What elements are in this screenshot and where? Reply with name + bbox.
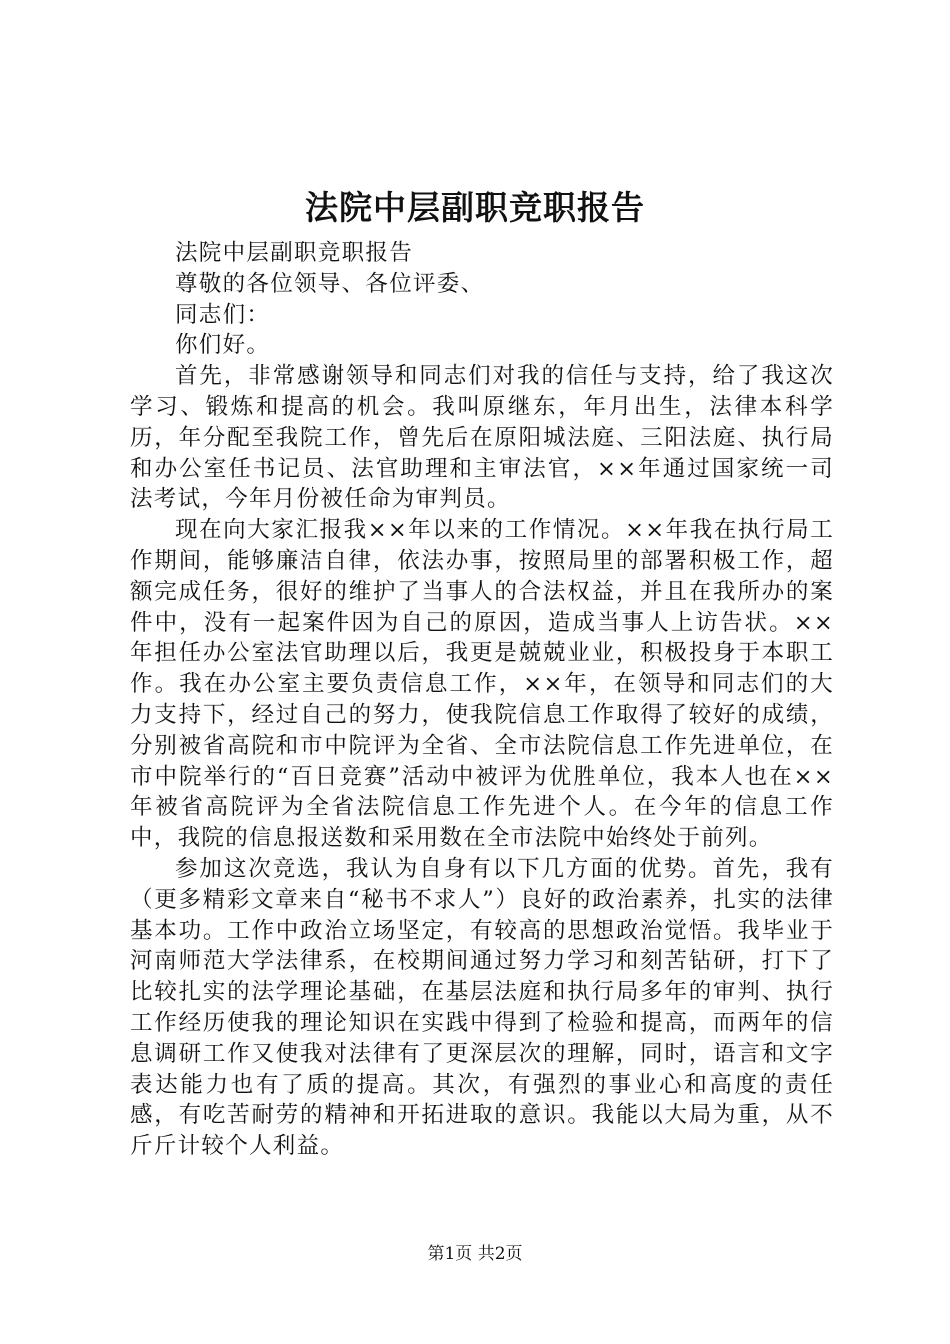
salutation-line: 同志们： xyxy=(175,301,271,328)
page-number-footer: 第1页 共2页 xyxy=(427,1244,523,1264)
document-body xyxy=(130,238,834,1162)
body-paragraph: 现在向大家汇报我××年以来的工作情况。××年我在执行局工作期间，能够廉洁自律，依法办事，按照局里的部署积极工作，超额完成任务，很好的维护了当事人的合法权益，并且在我所办的案件中，没有一起案件因为自己的原因，造成当事人上访告状。××年担任办公室法官助理以后，我更是兢兢业业，积极投身于本职工作。我在办公室主要负责信息工作，××年，在领导和同志们的大力支持下，经过自己的努力，使我院信息工作取得了较好的成绩，分别被省高院和市中院评为全省、全市法院信息工作先进单位，在市中院举行的“百日竞赛”活动中被评为优胜单位，我本人也在××年被省高院评为全省法院信息工作先进个人。在今年的信息工作中，我院的信息报送数和采用数在全市法院中始终处于前列。 xyxy=(130,517,834,852)
greeting-line: 你们好。 xyxy=(175,332,271,359)
salutation-line: 尊敬的各位领导、各位评委、 xyxy=(175,270,485,297)
body-paragraph: 首先，非常感谢领导和同志们对我的信任与支持，给了我这次学习、锻炼和提高的机会。我叫原继东，年月出生，法律本科学历，年分配至我院工作，曾先后在原阳城法庭、三阳法庭、执行局和办公室任书记员、法官助理和主审法官，××年通过国家统一司法考试，今年月份被任命为审判员。 xyxy=(130,363,834,513)
document-title: 法院中层副职竞职报告 xyxy=(305,188,645,227)
body-heading-line: 法院中层副职竞职报告 xyxy=(175,240,414,266)
body-paragraph: 参加这次竞选，我认为自身有以下几方面的优势。首先，我有（更多精彩文章来自“秘书不求人”）良好的政治素养，扎实的法律基本功。工作中政治立场坚定，有较高的思想政治觉悟。我毕业于河南师范大学法律系，在校期间通过努力学习和刻苦钻研，打下了比较扎实的法学理论基础，在基层法庭和执行局多年的审判、执行工作经历使我的理论知识在实践中得到了检验和提高，而两年的信息调研工作又使我对法律有了更深层次的理解，同时，语言和文字表达能力也有了质的提高。其次，有强烈的事业心和高度的责任感，有吃苦耐劳的精神和开拓进取的意识。我能以大局为重，从不斤斤计较个人利益。 xyxy=(130,855,834,1160)
